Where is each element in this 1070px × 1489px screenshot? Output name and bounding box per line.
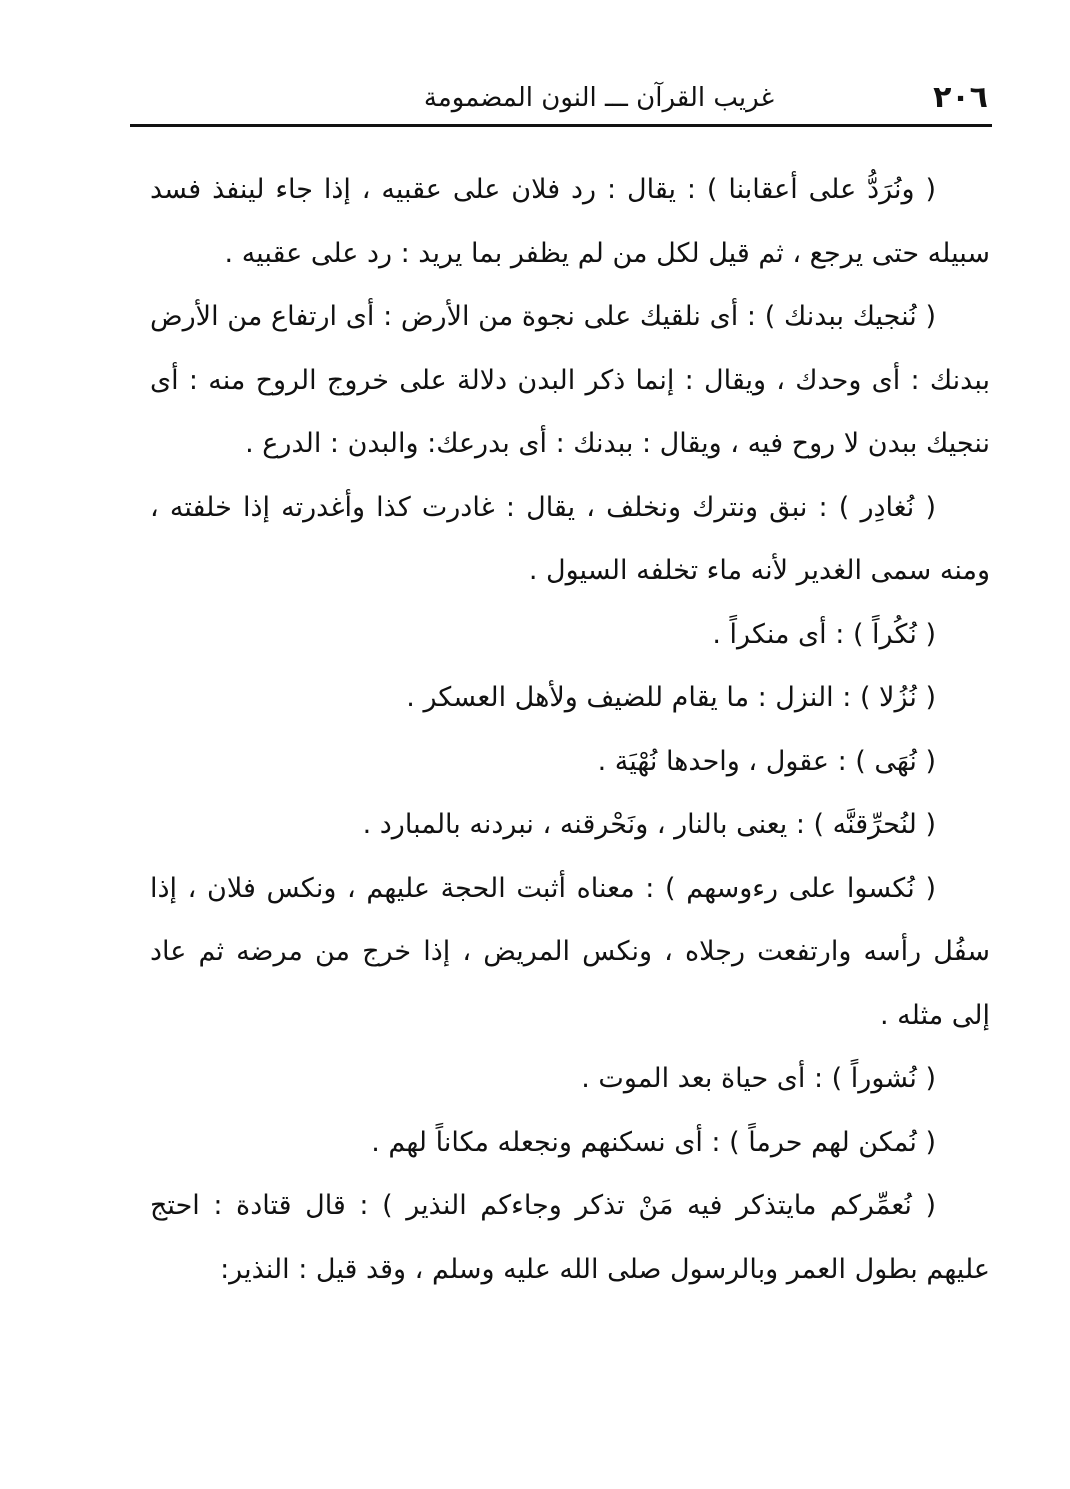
entry-paragraph: ( نُهَى ) : عقول ، واحدها نُهْيَة . — [597, 745, 936, 777]
entry-paragraph: ( نُنجيك ببدنك ) : أى نلقيك على نجوة من الأرض : أى ارتفاع من الأرض ببدنك : أى وحدك ، ويقال : إنما ذكر البدن دلالة على خروج الروح منه : أى ننجيك ببدن لا روح فيه ، ويقال : ببدنك : أى بدرعك: والبدن : الدرع . — [150, 301, 990, 459]
page-header — [130, 70, 988, 122]
entry-paragraph: ( لنُحرِّقنَّه ) : يعنى بالنار ، ونَحْرقنه ، نبردنه بالمبارد . — [362, 809, 936, 840]
entry-paragraph: ( ونُرَدُّ على أعقابنا ) : يقال : رد فلان على عقبيه ، إذا جاء لينفذ فسد سبيله حتى يرجع ، ثم قيل لكل من لم يظفر بما يريد : رد على عقبيه . — [150, 174, 990, 269]
entry-paragraph: ( نُغادِر ) : نبق ونترك ونخلف ، يقال : غادرت كذا وأغدرته إذا خلفته ، ومنه سمى الغدير لأنه ماء تخلفه السيول . — [150, 491, 990, 586]
page-body — [150, 158, 990, 1301]
header-divider — [130, 124, 992, 127]
page-number: ٢٠٦ — [933, 80, 988, 115]
entry-paragraph: ( نُكسوا على رءوسهم ) : معناه أثبت الحجة عليهم ، ونكس فلان ، إذا سفُل رأسه وارتفعت رجلاه ، ونكس المريض ، إذا خرج من مرضه ثم عاد إلى مثله . — [150, 872, 990, 1031]
entry-paragraph: ( نُزُلا ) : النزل : ما يقام للضيف ولأهل العسكر . — [406, 682, 936, 713]
entry-paragraph: ( نُشوراً ) : أى حياة بعد الموت . — [581, 1063, 936, 1094]
entry-paragraph: ( نُمكن لهم حرماً ) : أى نسكنهم ونجعله مكاناً لهم . — [371, 1126, 936, 1158]
entry-paragraph: ( نُكُراً ) : أى منكراً . — [712, 618, 936, 650]
entry-paragraph: ( نُعمِّركم مايتذكر فيه مَنْ تذكر وجاءكم النذير ) : قال قتادة : احتج عليهم بطول العمر وبالرسول صلى الله عليه وسلم ، وقد قيل : النذير: — [150, 1190, 990, 1285]
running-title: غريب القرآن ـــ النون المضمومة — [423, 83, 775, 113]
